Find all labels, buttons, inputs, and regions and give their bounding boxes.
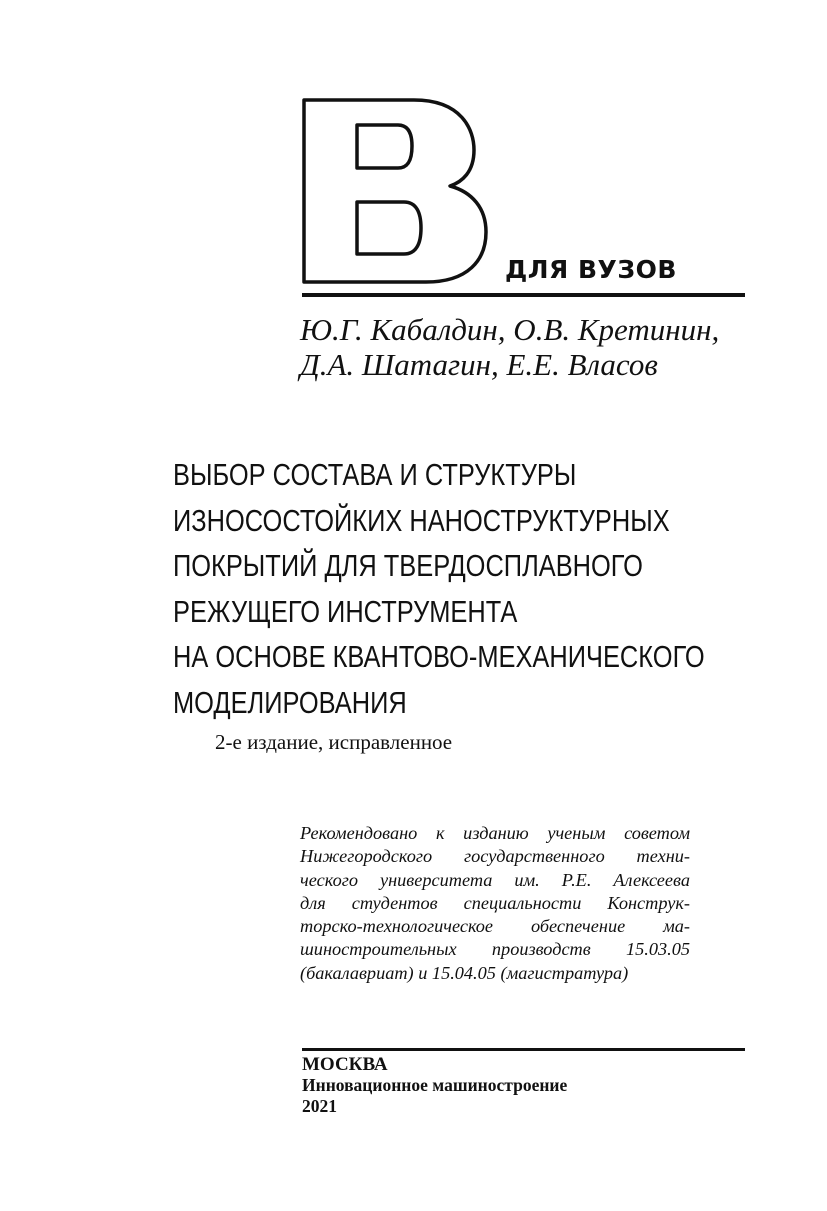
- bottom-divider: [302, 1048, 745, 1051]
- recommendation-block: [300, 822, 690, 985]
- imprint-year: 2021: [302, 1096, 337, 1116]
- imprint-publisher: Инновационное машиностроение: [302, 1075, 568, 1095]
- letter-b-icon: [302, 98, 488, 284]
- title-line: РЕЖУЩЕГО ИНСТРУМЕНТА: [173, 593, 518, 629]
- book-title: [173, 452, 705, 725]
- recommendation-line: Нижегородского государственного техни-: [300, 846, 690, 867]
- title-line: МОДЕЛИРОВАНИЯ: [173, 684, 407, 720]
- recommendation-line: Рекомендовано к изданию ученым советом: [300, 823, 690, 843]
- recommendation-line: торско-технологическое обеспечение ма-: [300, 916, 690, 937]
- edition-note: 2-е издание, исправленное: [215, 730, 453, 754]
- title-line: ИЗНОСОСТОЙКИХ НАНОСТРУКТУРНЫХ: [173, 502, 670, 538]
- authors-line: Ю.Г. Кабалдин, О.В. Кретинин,: [300, 312, 720, 347]
- imprint-city: МОСКВА: [302, 1054, 388, 1075]
- title-line: НА ОСНОВЕ КВАНТОВО-МЕХАНИЧЕСКОГО: [173, 639, 705, 674]
- recommendation-line: ческого университета им. Р.Е. Алексеева: [300, 869, 690, 890]
- title-line: ВЫБОР СОСТАВА И СТРУКТУРЫ: [173, 457, 577, 492]
- title-line: ПОКРЫТИЙ ДЛЯ ТВЕРДОСПЛАВНОГО: [173, 548, 643, 583]
- top-divider: [302, 293, 745, 297]
- recommendation-line: шиностроительных производств 15.03.05: [300, 939, 690, 960]
- series-label: ДЛЯ ВУЗОВ: [505, 255, 677, 284]
- authors: [300, 312, 719, 382]
- authors-line: Д.А. Шатагин, Е.Е. Власов: [300, 347, 658, 382]
- imprint: [302, 1054, 567, 1117]
- outlined-letter-b-logo: [302, 98, 488, 284]
- recommendation-line: для студентов специальности Конструк-: [300, 892, 690, 913]
- recommendation-line: (бакалавриат) и 15.04.05 (магистратура): [300, 962, 629, 983]
